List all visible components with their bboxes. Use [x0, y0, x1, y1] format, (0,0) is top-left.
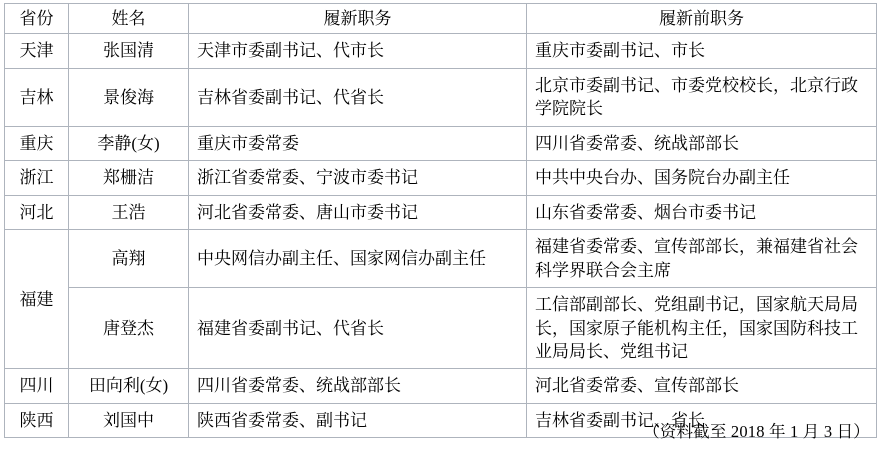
cell-province-merged: 福建	[5, 230, 69, 369]
cell-previous-post: 福建省委常委、宣传部部长，兼福建省社会科学界联合会主席	[527, 230, 877, 288]
cell-previous-post: 北京市委副书记、市委党校校长，北京行政学院院长	[527, 68, 877, 126]
cell-new-post: 四川省委常委、统战部部长	[189, 369, 527, 403]
table-row	[5, 161, 877, 195]
cell-new-post: 天津市委副书记、代市长	[189, 34, 527, 68]
table-row	[5, 195, 877, 229]
cell-previous-post: 工信部副部长、党组副书记，国家航天局局长，国家原子能机构主任，国家国防科技工业局局长、党组书记	[527, 288, 877, 369]
source-footnote: （资料截至 2018 年 1 月 3 日）	[643, 422, 870, 441]
table-row	[5, 369, 877, 403]
cell-new-post: 福建省委副书记、代省长	[189, 288, 527, 369]
cell-province: 浙江	[5, 161, 69, 195]
column-header-previous-post: 履新前职务	[527, 4, 877, 34]
cell-previous-post: 中共中央台办、国务院台办副主任	[527, 161, 877, 195]
column-header-province: 省份	[5, 4, 69, 34]
cell-province: 陕西	[5, 403, 69, 437]
table-row	[5, 34, 877, 68]
cell-province: 四川	[5, 369, 69, 403]
cell-new-post: 中央网信办副主任、国家网信办副主任	[189, 230, 527, 288]
cell-province: 重庆	[5, 126, 69, 160]
cell-name: 郑栅洁	[69, 161, 189, 195]
cell-new-post: 陕西省委常委、副书记	[189, 403, 527, 437]
cell-new-post: 重庆市委常委	[189, 126, 527, 160]
table-body	[5, 34, 877, 438]
cell-name: 景俊海	[69, 68, 189, 126]
cell-previous-post: 河北省委常委、宣传部部长	[527, 369, 877, 403]
column-header-new-post: 履新职务	[189, 4, 527, 34]
cell-province: 河北	[5, 195, 69, 229]
cell-previous-post: 吉林省委副书记、省长	[527, 403, 877, 437]
officials-appointment-table	[4, 3, 877, 438]
cell-name: 张国清	[69, 34, 189, 68]
cell-name: 田向利(女)	[69, 369, 189, 403]
cell-name: 王浩	[69, 195, 189, 229]
table-row	[5, 68, 877, 126]
table-row	[5, 230, 877, 288]
cell-name: 唐登杰	[69, 288, 189, 369]
cell-name: 高翔	[69, 230, 189, 288]
cell-previous-post: 山东省委常委、烟台市委书记	[527, 195, 877, 229]
cell-new-post: 河北省委常委、唐山市委书记	[189, 195, 527, 229]
cell-new-post: 吉林省委副书记、代省长	[189, 68, 527, 126]
table-document	[0, 3, 880, 450]
cell-name: 刘国中	[69, 403, 189, 437]
table-row	[5, 126, 877, 160]
column-header-name: 姓名	[69, 4, 189, 34]
table-header	[5, 4, 877, 34]
cell-name: 李静(女)	[69, 126, 189, 160]
table-header-row	[5, 4, 877, 34]
cell-new-post: 浙江省委常委、宁波市委书记	[189, 161, 527, 195]
cell-previous-post: 重庆市委副书记、市长	[527, 34, 877, 68]
table-row	[5, 288, 877, 369]
cell-province: 吉林	[5, 68, 69, 126]
cell-previous-post: 四川省委常委、统战部部长	[527, 126, 877, 160]
cell-province: 天津	[5, 34, 69, 68]
